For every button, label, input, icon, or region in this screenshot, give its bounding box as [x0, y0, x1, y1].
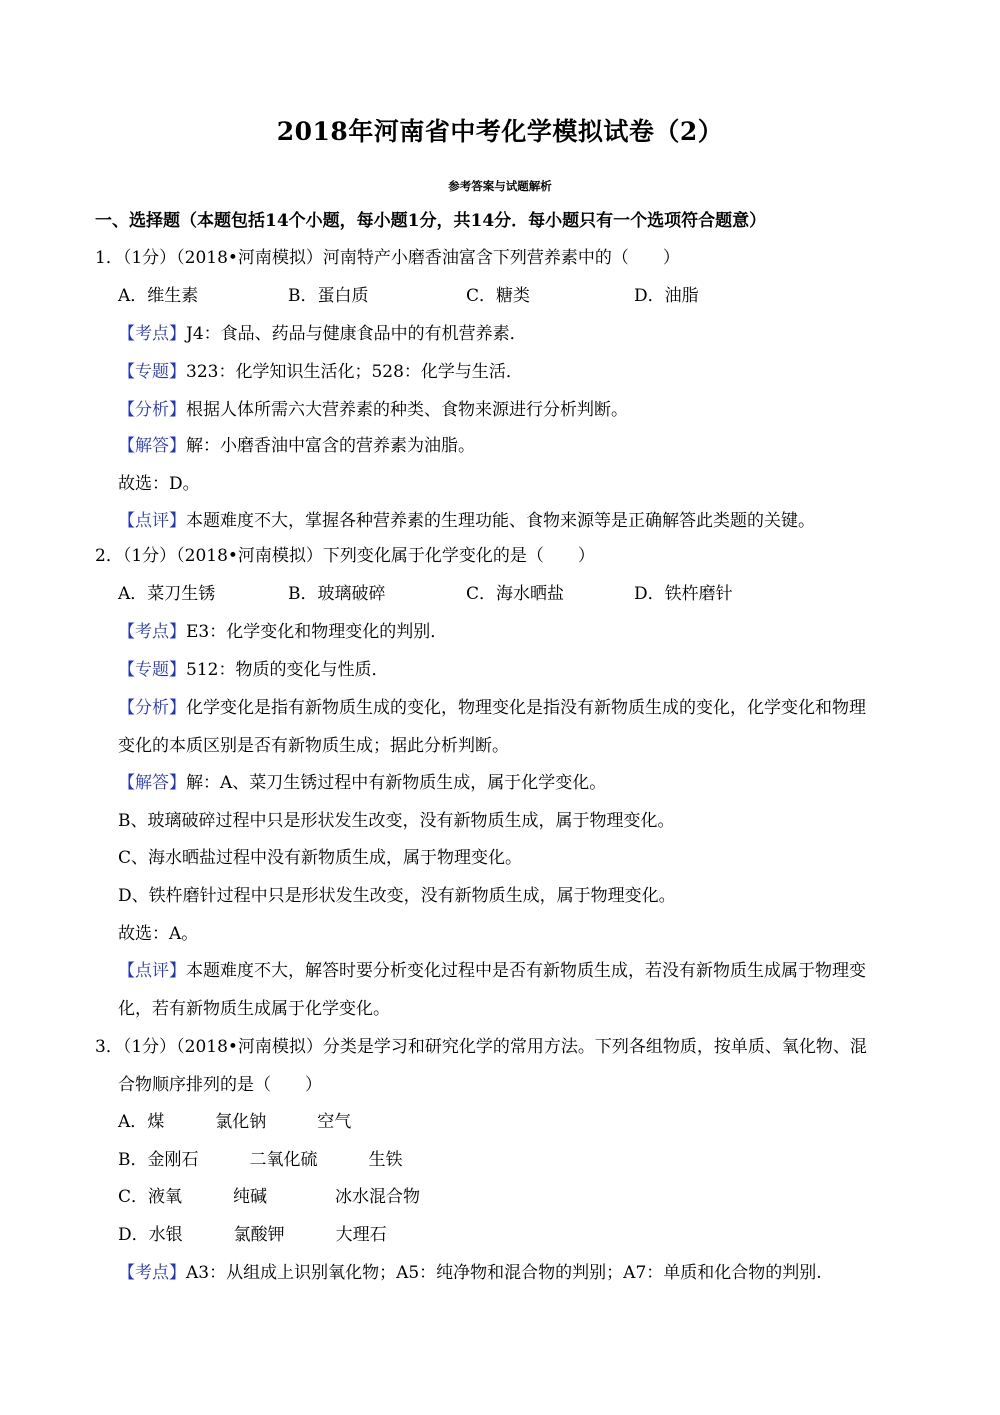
jieda-tag: 【解答】 — [118, 436, 186, 456]
q1-dianping — [118, 510, 815, 532]
q1-fenxi — [118, 399, 628, 421]
q2-stem: 2．（1分）（2018•河南模拟）下列变化属于化学变化的是（ ） — [95, 546, 595, 566]
q2-dianping — [118, 960, 866, 982]
section-heading: 一、选择题（本题包括14个小题，每小题1分，共14分．每小题只有一个选项符合题意） — [95, 211, 767, 231]
q1-jieda-text: 解：小磨香油中富含的营养素为油脂。 — [186, 436, 475, 456]
q2-explain-c: C、海水晒盐过程中没有新物质生成，属于物理变化。 — [118, 848, 523, 868]
q1-zhuanti — [118, 361, 523, 383]
q2-fenxi-text: 化学变化是指有新物质生成的变化，物理变化是指没有新物质生成的变化，化学变化和物理 — [186, 698, 866, 718]
q1-jieda — [118, 435, 475, 457]
q3-option-a: A．煤 氯化钠 空气 — [118, 1112, 352, 1132]
q3-option-b: B．金刚石 二氧化硫 生铁 — [118, 1150, 403, 1170]
q2-kaodian-text: E3：化学变化和物理变化的判别． — [186, 622, 448, 642]
q3-kaodian-text: A3：从组成上识别氧化物；A5：纯净物和混合物的判别；A7：单质和化合物的判别. — [186, 1263, 822, 1283]
q3-kaodian — [118, 1262, 822, 1284]
q1-fenxi-text: 根据人体所需六大营养素的种类、食物来源进行分析判断。 — [186, 400, 628, 420]
dianping-tag: 【点评】 — [118, 511, 186, 531]
q2-option-d: D．铁杵磨针 — [634, 584, 733, 604]
q2-zhuanti-text: 512：物质的变化与性质． — [186, 660, 389, 680]
q2-option-a: A．菜刀生锈 — [118, 584, 216, 604]
q2-fenxi — [118, 697, 866, 719]
q1-zhuanti-text: 323：化学知识生活化；528：化学与生活． — [186, 362, 523, 382]
q2-jieda-text: 解：A、菜刀生锈过程中有新物质生成，属于化学变化。 — [186, 773, 607, 793]
kaodian-tag: 【考点】 — [118, 324, 186, 344]
q1-stem: 1．（1分）（2018•河南模拟）河南特产小磨香油富含下列营养素中的（ ） — [95, 248, 680, 268]
dianping-tag: 【点评】 — [118, 961, 186, 981]
q2-zhuanti — [118, 659, 388, 681]
q2-explain-b: B、玻璃破碎过程中只是形状发生改变，没有新物质生成，属于物理变化。 — [118, 811, 675, 831]
q3-option-c: C．液氧 纯碱 冰水混合物 — [118, 1187, 421, 1207]
jieda-tag: 【解答】 — [118, 773, 186, 793]
q1-options — [0, 285, 1000, 307]
q1-option-a: A．维生素 — [118, 286, 199, 306]
q2-dianping-cont: 化，若有新物质生成属于化学变化。 — [118, 999, 390, 1019]
q1-option-d: D．油脂 — [634, 286, 699, 306]
q1-answer: 故选：D。 — [118, 474, 200, 494]
q1-kaodian — [118, 323, 527, 345]
zhuanti-tag: 【专题】 — [118, 660, 186, 680]
q2-answer: 故选：A。 — [118, 924, 199, 944]
q2-jieda — [118, 772, 606, 794]
q2-kaodian — [118, 621, 447, 643]
fenxi-tag: 【分析】 — [118, 698, 186, 718]
q1-option-c: C．糖类 — [466, 286, 531, 306]
zhuanti-tag: 【专题】 — [118, 362, 186, 382]
q2-fenxi-cont: 变化的本质区别是否有新物质生成；据此分析判断。 — [118, 736, 509, 756]
q1-option-b: B．蛋白质 — [288, 286, 369, 306]
page-subtitle: 参考答案与试题解析 — [448, 179, 552, 193]
kaodian-tag: 【考点】 — [118, 1263, 186, 1283]
q2-dianping-text: 本题难度不大，解答时要分析变化过程中是否有新物质生成，若没有新物质生成属于物理变 — [186, 961, 866, 981]
q2-option-c: C．海水晒盐 — [466, 584, 565, 604]
q1-dianping-text: 本题难度不大，掌握各种营养素的生理功能、食物来源等是正确解答此类题的关键。 — [186, 511, 815, 531]
q2-explain-d: D、铁杵磨针过程中只是形状发生改变，没有新物质生成，属于物理变化。 — [118, 886, 676, 906]
q2-option-b: B．玻璃破碎 — [288, 584, 386, 604]
q2-options — [0, 583, 1000, 605]
q3-stem: 3．（1分）（2018•河南模拟）分类是学习和研究化学的常用方法。下列各组物质，按单质、氧化物、混 — [95, 1037, 867, 1057]
q1-kaodian-text: J4：食品、药品与健康食品中的有机营养素． — [186, 324, 527, 344]
page-title: 2018年河南省中考化学模拟试卷（2） — [276, 117, 724, 146]
fenxi-tag: 【分析】 — [118, 400, 186, 420]
q3-stem-cont: 合物顺序排列的是（ ） — [118, 1075, 322, 1095]
kaodian-tag: 【考点】 — [118, 622, 186, 642]
q3-option-d: D．水银 氯酸钾 大理石 — [118, 1225, 387, 1245]
